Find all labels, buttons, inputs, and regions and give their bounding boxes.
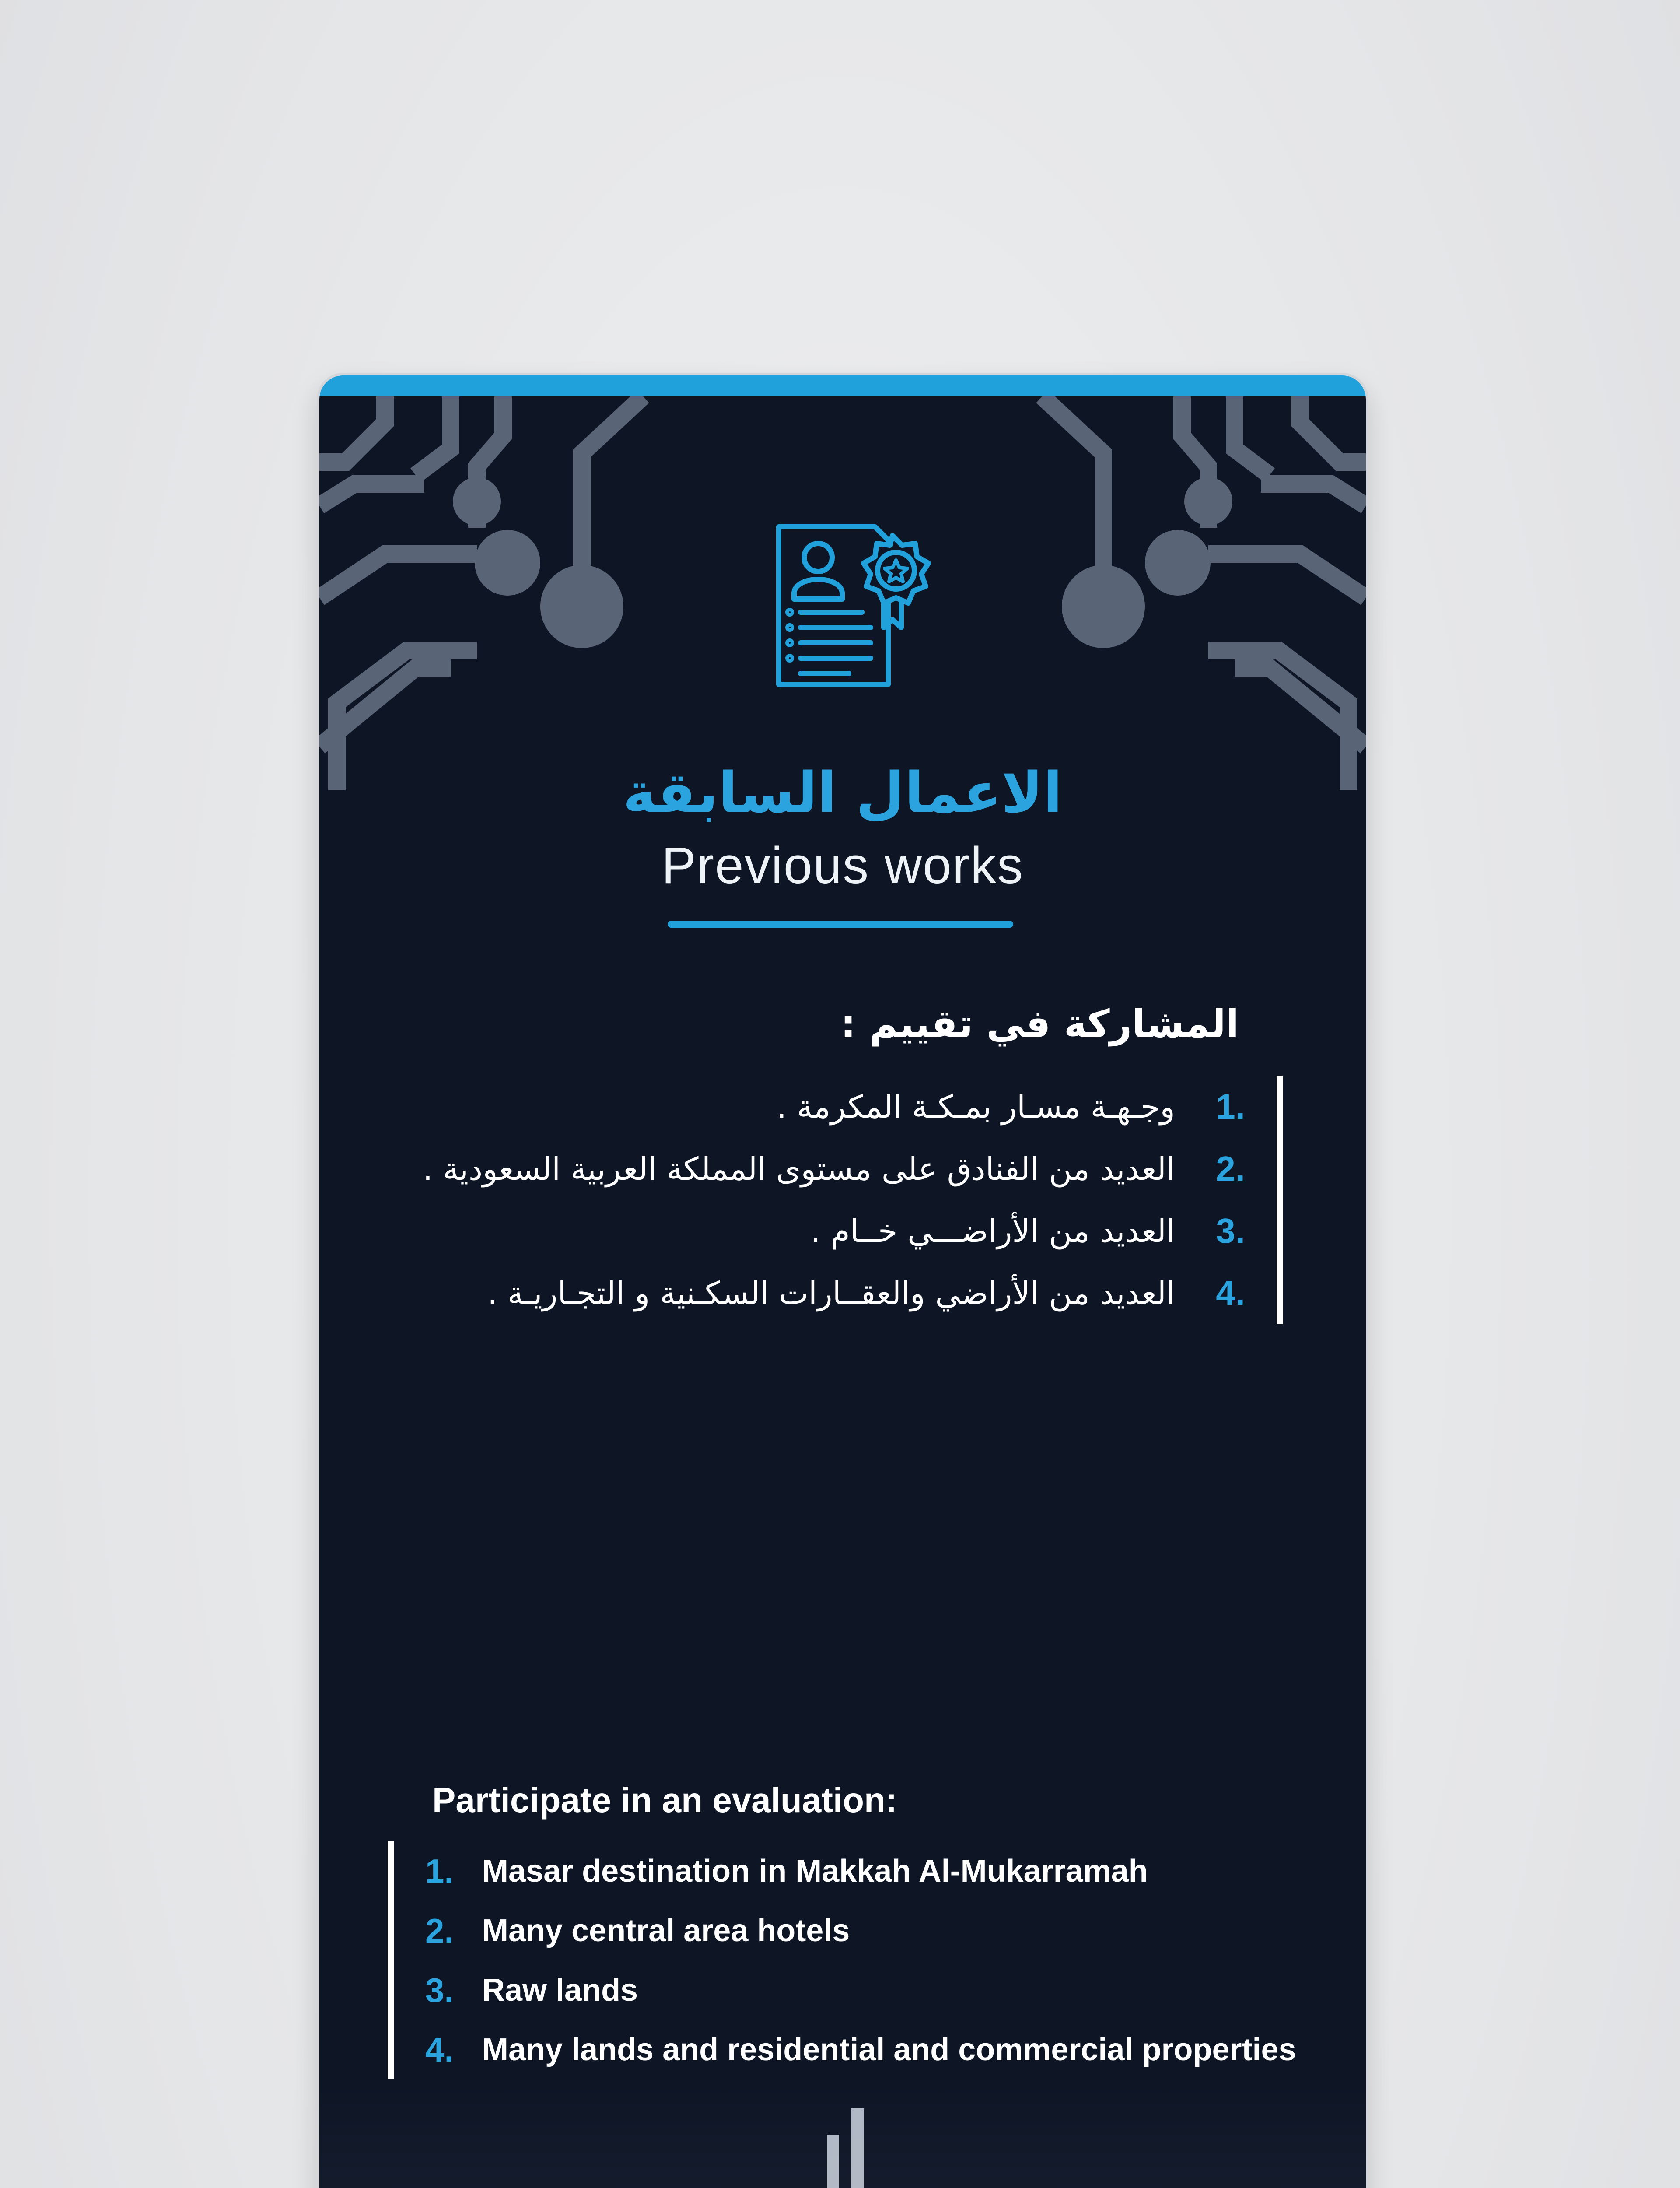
top-accent-bar	[319, 375, 1366, 396]
arabic-title: الاعمال السابقة	[623, 761, 1063, 826]
circuit-node	[540, 565, 623, 648]
circuit-node	[1145, 530, 1211, 596]
title-underline	[668, 921, 1013, 928]
circuit-node	[1184, 477, 1232, 526]
list-number: .4	[1216, 1273, 1245, 1312]
list-item	[414, 1138, 1245, 1200]
list-item	[414, 1262, 1245, 1324]
city-night-aerial-image	[319, 2082, 1366, 2188]
circuit-trace	[416, 396, 451, 475]
circuit-node	[1062, 565, 1145, 648]
circuit-trace	[319, 554, 477, 598]
circuit-node	[475, 530, 540, 596]
english-list	[388, 1841, 1344, 2079]
list-item	[425, 1960, 1344, 2020]
circuit-node	[453, 477, 501, 526]
list-item	[425, 1901, 1344, 1960]
circuit-trace	[1300, 396, 1366, 462]
list-item	[425, 2020, 1344, 2079]
list-number: .3	[1216, 1211, 1245, 1250]
list-text: Many central area hotels	[482, 1913, 850, 1948]
list-number: 2.	[425, 1911, 454, 1950]
arabic-list	[414, 1076, 1283, 1324]
list-number: .1	[1216, 1087, 1245, 1126]
circuit-trace	[319, 396, 385, 462]
list-item	[414, 1076, 1245, 1138]
list-text: العديد من الفنادق على مستوى المملكة العربية السعودية .	[423, 1150, 1175, 1187]
certificate-award-icon	[761, 518, 936, 698]
list-item	[414, 1200, 1245, 1262]
list-text: وجـهـة مسـار بمـكـة المكرمة .	[777, 1088, 1175, 1125]
circuit-trace	[1208, 554, 1366, 598]
list-number: .2	[1216, 1149, 1245, 1188]
list-number: 3.	[425, 1971, 454, 2009]
list-text: Many lands and residential and commercial properties	[482, 2032, 1296, 2067]
list-number: 4.	[425, 2030, 454, 2069]
list-text: العديد من الأراضي والعقــارات السكـنية و التجـاريـة .	[487, 1275, 1175, 1311]
list-item	[425, 1841, 1344, 1901]
circuit-trace	[319, 484, 424, 506]
circuit-trace	[1235, 396, 1270, 475]
list-text: العديد من الأراضـــي خــام .	[810, 1213, 1175, 1249]
list-text: Raw lands	[482, 1973, 638, 2008]
arabic-section-heading: المشاركة في تقييم :	[840, 1001, 1239, 1046]
circuit-trace	[1261, 484, 1366, 506]
brochure-card	[317, 373, 1368, 2188]
list-text: Masar destination in Makkah Al-Mukarramah	[482, 1854, 1148, 1889]
english-title: Previous works	[661, 837, 1024, 894]
list-number: 1.	[425, 1851, 454, 1890]
english-section-heading: Participate in an evaluation:	[432, 1781, 897, 1820]
